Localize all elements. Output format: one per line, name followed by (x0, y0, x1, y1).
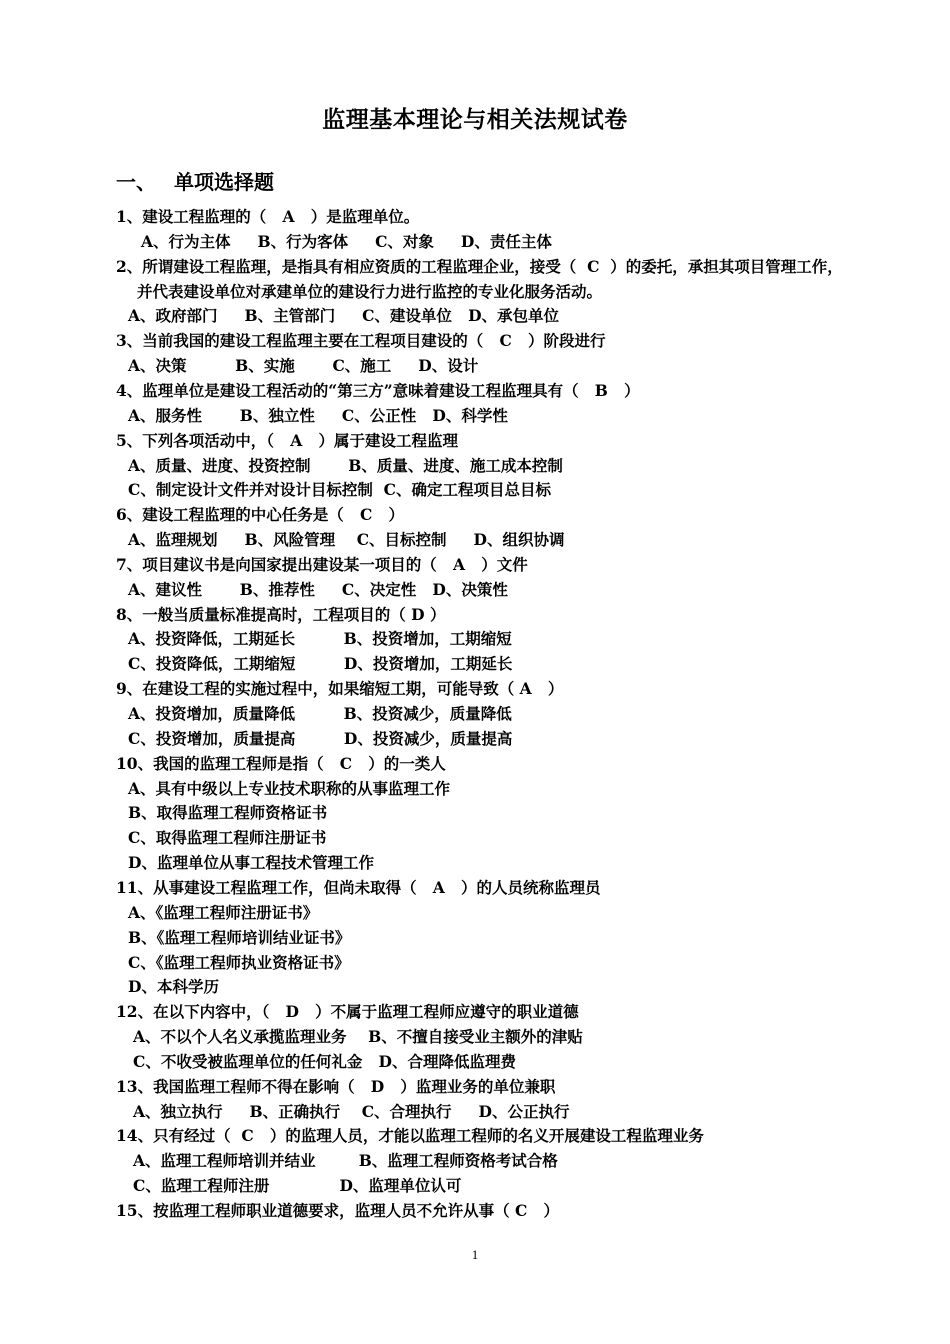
question-stem: 2、所谓建设工程监理，是指具有相应资质的工程监理企业，接受（ C ）的委托，承担其项目管理工作， (116, 256, 843, 276)
answer-options: D、本科学历 (128, 977, 219, 997)
answer-options: A、服务性 B、独立性 C、公正性 D、科学性 (128, 405, 508, 425)
answer-options: A、投资增加，质量降低 B、投资减少，质量降低 (128, 704, 512, 723)
answer-options: C、监理工程师注册 D、监理单位认可 (133, 1176, 462, 1196)
section-number: 一、 (116, 170, 156, 194)
question-stem: 3、当前我国的建设工程监理主要在工程项目建设的（ C ）阶段进行 (116, 331, 606, 351)
answer-options: A、不以个人名义承揽监理业务 B、不擅自接受业主额外的津贴 (133, 1027, 583, 1047)
question-stem: 14、只有经过（ C ）的监理人员，才能以监理工程师的名义开展建设工程监理业务 (116, 1126, 704, 1146)
answer-options: A、投资降低，工期延长 B、投资增加，工期缩短 (128, 629, 512, 649)
answer-options: C、取得监理工程师注册证书 (128, 828, 327, 848)
answer-options: 并代表建设单位对承建单位的建设行力进行监控的专业化服务活动。 (137, 281, 603, 301)
question-stem: 8、一般当质量标准提高时，工程项目的（ D ） (116, 604, 446, 624)
answer-options: A、《监理工程师注册证书》 (128, 902, 319, 922)
answer-options: A、行为主体 B、行为客体 C、对象 D、责任主体 (141, 231, 552, 251)
answer-options: C、投资增加，质量提高 D、投资减少，质量提高 (128, 728, 513, 748)
question-stem: 6、建设工程监理的中心任务是（ C ） (116, 505, 404, 525)
answer-options: A、监理工程师培训并结业 B、监理工程师资格考试合格 (133, 1151, 558, 1171)
answer-options: B、取得监理工程师资格证书 (128, 803, 328, 823)
answer-options: C、《监理工程师执业资格证书》 (128, 952, 350, 972)
answer-options: A、监理规划 B、风险管理 C、目标控制 D、组织协调 (128, 530, 565, 550)
answer-options: C、不收受被监理单位的任何礼金 D、合理降低监理费 (133, 1051, 516, 1071)
answer-options: A、具有中级以上专业技术职称的从事监理工作 (128, 778, 451, 798)
answer-options: A、政府部门 B、主管部门 C、建设单位 D、承包单位 (128, 306, 560, 326)
page-number: 1 (471, 1247, 479, 1262)
section-heading (116, 166, 274, 195)
question-stem: 1、建设工程监理的（ A ）是监理单位。 (116, 207, 420, 226)
question-stem: 12、在以下内容中，（ D ）不属于监理工程师应遵守的职业道德 (116, 1002, 579, 1022)
question-stem: 7、项目建议书是向国家提出建设某一项目的（ A ）文件 (116, 554, 528, 574)
question-stem: 10、我国的监理工程师是指（ C ）的一类人 (116, 753, 446, 773)
answer-options: D、监理单位从事工程技术管理工作 (128, 853, 374, 873)
document-title: 监理基本理论与相关法规试卷 (322, 106, 628, 133)
question-stem: 13、我国监理工程师不得在影响（ D ）监理业务的单位兼职 (116, 1076, 556, 1096)
answer-options: C、制定设计文件并对设计目标控制 C、确定工程项目总目标 (128, 480, 551, 500)
answer-options: C、投资降低，工期缩短 D、投资增加，工期延长 (128, 654, 513, 674)
question-stem: 11、从事建设工程监理工作，但尚未取得（ A ）的人员统称监理员 (116, 877, 601, 897)
answer-options: A、质量、进度、投资控制 B、质量、进度、施工成本控制 (128, 455, 563, 475)
answer-options: A、决策 B、实施 C、施工 D、设计 (128, 356, 479, 376)
answer-options: B、《监理工程师培训结业证书》 (128, 927, 351, 947)
question-stem: 5、下列各项活动中，（ A ）属于建设工程监理 (116, 430, 458, 450)
question-stem: 15、按监理工程师职业道德要求，监理人员不允许从事（ C ） (116, 1201, 559, 1220)
answer-options: A、独立执行 B、正确执行 C、合理执行 D、公正执行 (133, 1101, 570, 1121)
question-stem: 4、监理单位是建设工程活动的“第三方”意味着建设工程监理具有（ B ） (116, 380, 640, 400)
question-stem: 9、在建设工程的实施过程中，如果缩短工期，可能导致（ A ） (116, 679, 564, 699)
section-label: 单项选择题 (174, 170, 274, 194)
answer-options: A、建议性 B、推荐性 C、决定性 D、决策性 (128, 579, 508, 599)
